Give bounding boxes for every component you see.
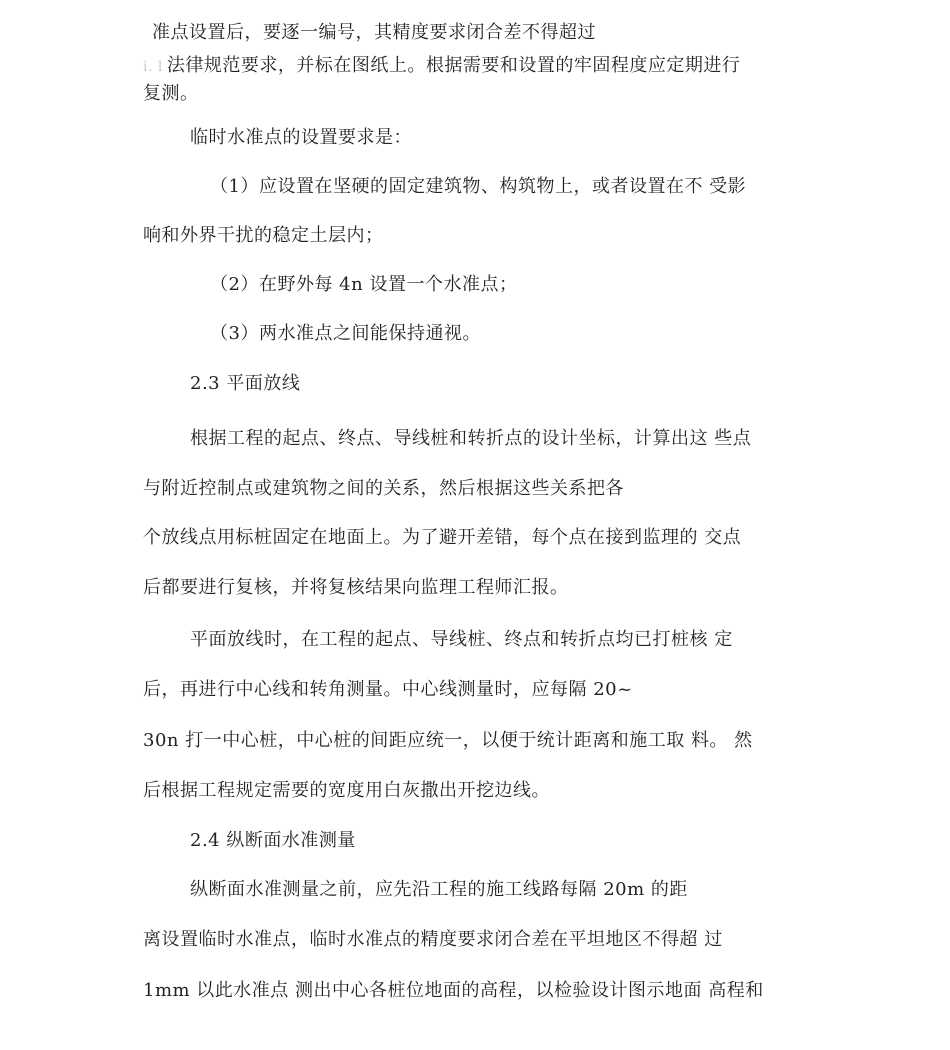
faint-prefix: i. l: [143, 59, 163, 75]
section-heading-2-4: 2.4 纵断面水准测量: [190, 830, 356, 851]
section-heading-2-3: 2.3 平面放线: [190, 373, 301, 394]
text-line-2: i. l 法律规范要求，并标在图纸上。根据需要和设置的牢固程度应定期进行: [143, 55, 741, 76]
text-line-5: （1）应设置在坚硬的固定建筑物、构筑物上，或者设置在不 受影: [210, 176, 747, 197]
text-line-12: 个放线点用标桩固定在地面上。为了避开差错，每个点在接到监理的 交点: [143, 527, 742, 548]
text-line-19: 纵断面水准测量之前，应先沿工程的施工线路每隔 20m 的距: [190, 879, 688, 900]
text-line-4: 临时水准点的设置要求是：: [190, 127, 412, 148]
text-line-3: 复测。: [143, 83, 199, 104]
text-line-14: 平面放线时，在工程的起点、导线桩、终点和转折点均已打桩核 定: [190, 629, 733, 650]
text-line-17: 后根据工程规定需要的宽度用白灰撒出开挖边线。: [143, 780, 550, 801]
text-line-8: （3）两水准点之间能保持通视。: [210, 323, 481, 344]
text-line-16: 30n 打一中心桩，中心桩的间距应统一，以便于统计距离和施工取 料。 然: [143, 730, 753, 751]
text-line-1: 准点设置后，要逐一编号，其精度要求闭合差不得超过: [152, 22, 596, 43]
text-line-20: 离设置临时水准点，临时水准点的精度要求闭合差在平坦地区不得超 过: [143, 929, 723, 950]
text-line-11: 与附近控制点或建筑物之间的关系，然后根据这些关系把各: [143, 478, 624, 499]
text-line-7: （2）在野外每 4n 设置一个水准点；: [210, 274, 518, 295]
text-line-21: 1mm 以此水准点 测出中心各桩位地面的高程，以检验设计图示地面 高程和: [143, 980, 764, 1001]
text-line-6: 响和外界干扰的稳定土层内；: [143, 225, 384, 246]
text-line-10: 根据工程的起点、终点、导线桩和转折点的设计坐标，计算出这 些点: [190, 428, 752, 449]
text-line-13: 后都要进行复核，并将复核结果向监理工程师汇报。: [143, 577, 569, 598]
text-line-15: 后，再进行中心线和转角测量。中心线测量时，应每隔 20~: [143, 679, 633, 700]
